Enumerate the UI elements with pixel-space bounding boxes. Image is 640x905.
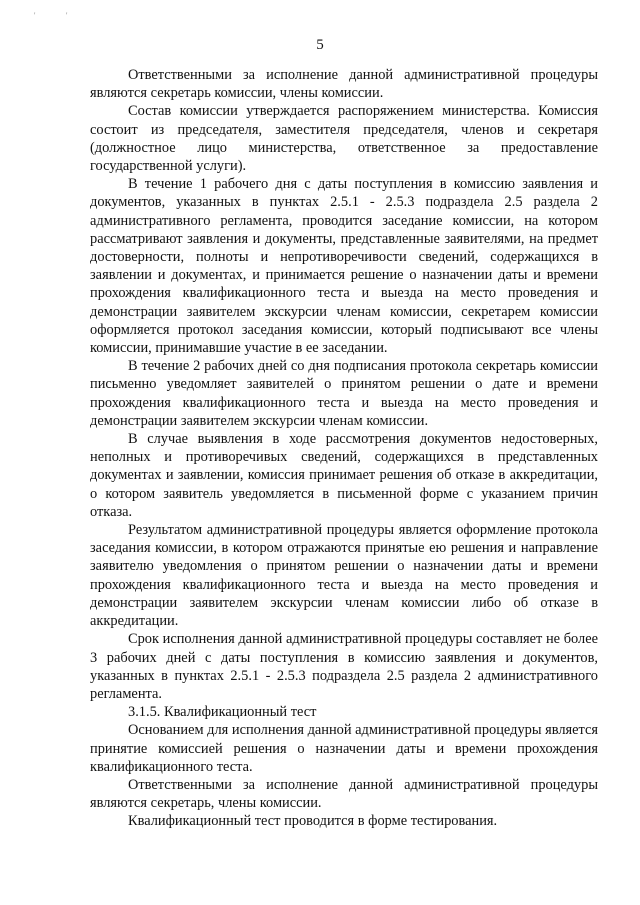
paragraph-procedure-result: Результатом административной процедуры является оформление протокола заседания комиссии, в котором отражаются принятые ею решения и направление заявителю уведомления о принятом решении о назначении даты и времени прохождения квалификационного теста и выезда на место проведения и демонстрации заявителем экскурсии членам комиссии либо об отказе в аккредитации. — [90, 522, 598, 630]
paragraph-test-form: Квалификационный тест проводится в форме тестирования. — [128, 813, 498, 830]
document-body — [90, 66, 598, 831]
paragraph-commission-meeting: В течение 1 рабочего дня с даты поступления в комиссию заявления и документов, указанных в пунктах 2.5.1 - 2.5.3 подраздела 2.5 раздела 2 административного регламента, проводится заседание комиссии, на котором рассматривают заявления и документы, представленные заявителями, на предмет достоверности, полноты и непротиворечивости сведений, содержащихся в заявлении и документах, и принимается решение о назначении даты и времени прохождения квалификационного теста и выезда на место проведения и демонстрации заявителем экскурсии членам комиссии, секретарем комиссии оформляется протокол заседания комиссии, который подписывают все члены комиссии, принимавшие участие в ее заседании. — [90, 176, 598, 357]
scan-mark: ' — [66, 11, 68, 20]
paragraph-test-basis: Основанием для исполнения данной административной процедуры является принятие комиссией решения о назначении даты и времени прохождения квалификационного теста. — [90, 722, 598, 775]
paragraph-responsible-persons: Ответственными за исполнение данной административной процедуры являются секретарь комиссии, члены комиссии. — [90, 67, 598, 102]
scan-mark: ' — [34, 11, 36, 20]
paragraph-procedure-deadline: Срок исполнения данной административной процедуры составляет не более 3 рабочих дней с даты поступления в комиссию заявления и документов, указанных в пунктах 2.5.1 - 2.5.3 подраздела 2.5 раздела 2 административного регламента. — [90, 631, 598, 702]
paragraph-commission-composition: Состав комиссии утверждается распоряжением министерства. Комиссия состоит из председателя, заместителя председателя, членов и секретаря (должностное лицо министерства, ответственное за предоставление государственной услуги). — [90, 103, 598, 175]
section-heading: 3.1.5. Квалификационный тест — [128, 704, 317, 721]
paragraph-notification: В течение 2 рабочих дней со дня подписания протокола секретарь комиссии письменно уведомляет заявителей о принятом решении о дате и времени прохождения квалификационного теста и выезда на место проведения и демонстрации заявителем экскурсии членам комиссии. — [90, 358, 598, 429]
page-number: 5 — [316, 37, 324, 53]
paragraph-refusal: В случае выявления в ходе рассмотрения документов недостоверных, неполных и противоречивых сведений, содержащихся в представленных документах и заявлении, комиссия принимает решения об отказе в аккредитации, о котором заявитель уведомляется в письменной форме с указанием причин отказа. — [90, 431, 598, 520]
paragraph-test-responsible: Ответственными за исполнение данной административной процедуры являются секретарь, члены комиссии. — [90, 776, 598, 812]
